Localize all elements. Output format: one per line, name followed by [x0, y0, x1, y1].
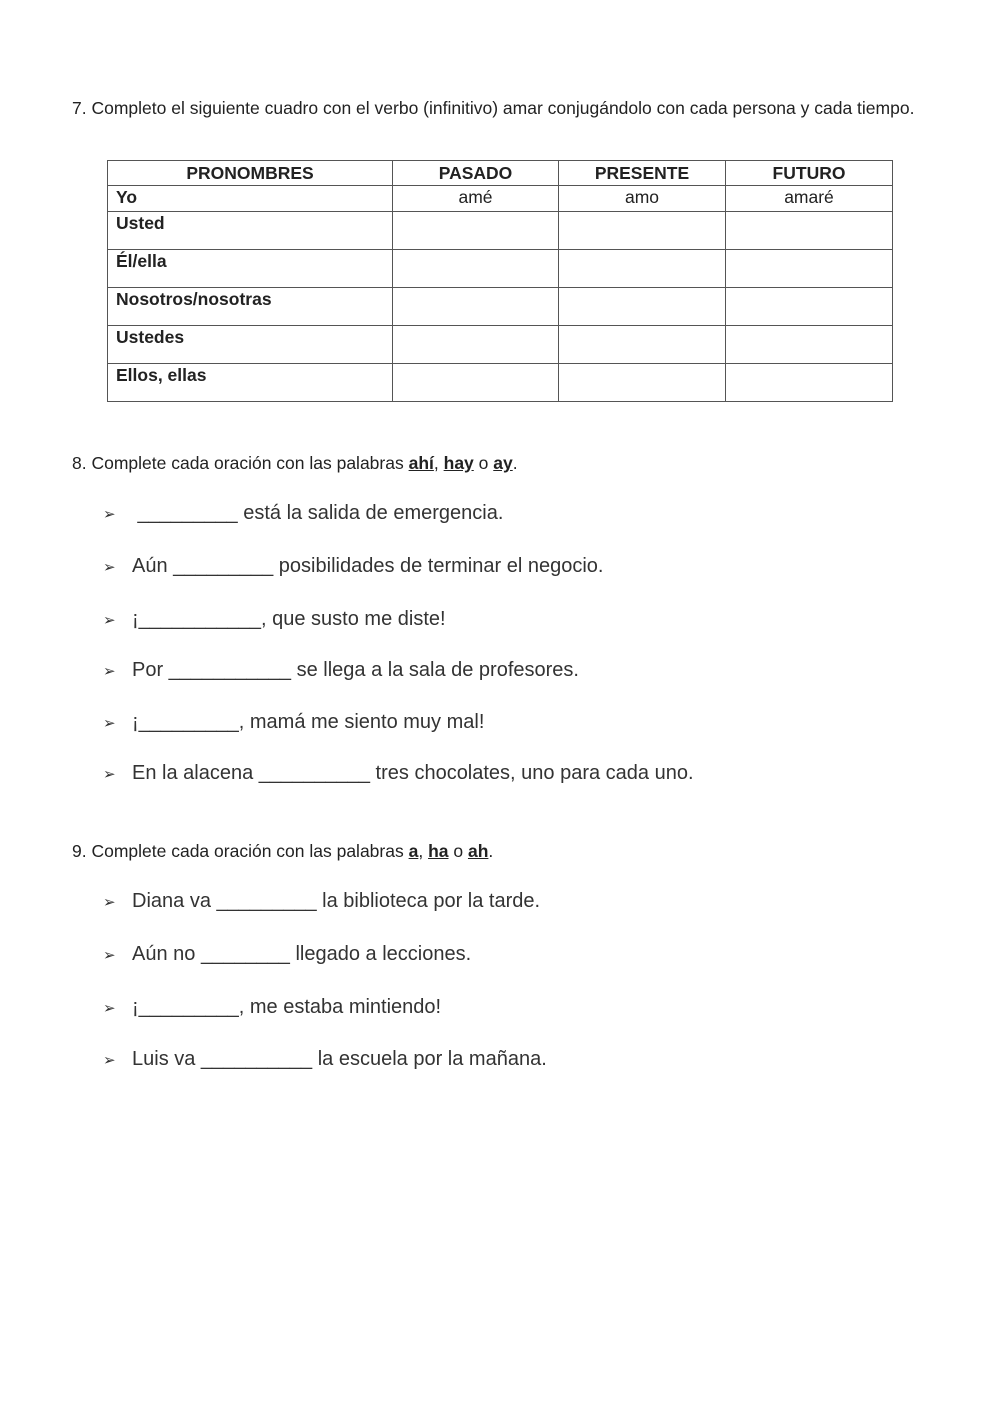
arrow-bullet-icon: ➢: [103, 715, 116, 732]
word-ahi: ahí: [408, 453, 434, 473]
futuro-cell[interactable]: [726, 250, 893, 288]
arrow-bullet-icon: ➢: [103, 612, 116, 629]
table-row: [108, 212, 893, 250]
word-ha: ha: [428, 841, 449, 861]
word-hay: hay: [443, 453, 474, 473]
arrow-bullet-icon: ➢: [103, 894, 116, 911]
question-7-instructions: 7. Completo el siguiente cuadro con el verbo (infinitivo) amar conjugándolo con cada persona y cada tiempo.: [72, 98, 915, 118]
futuro-cell[interactable]: [726, 364, 893, 402]
sentence-text: _________ está la salida de emergencia.: [132, 502, 504, 524]
presente-cell: amo: [559, 186, 726, 212]
table-row: [108, 326, 893, 364]
futuro-cell[interactable]: [726, 288, 893, 326]
word-ay: ay: [493, 453, 513, 473]
arrow-bullet-icon: ➢: [103, 766, 116, 783]
sentence-text: Luis va __________ la escuela por la mañana.: [132, 1048, 547, 1070]
arrow-bullet-icon: ➢: [103, 1052, 116, 1069]
table-row: [108, 186, 893, 212]
arrow-bullet-icon: ➢: [103, 559, 116, 576]
sentence-text: Aún _________ posibilidades de terminar el negocio.: [132, 555, 604, 577]
table-row: [108, 364, 893, 402]
presente-cell[interactable]: [559, 212, 726, 250]
sentence-text: ¡_________, me estaba mintiendo!: [132, 996, 442, 1018]
list-item: [103, 709, 484, 737]
header-futuro: FUTURO: [726, 161, 893, 186]
list-item: [103, 553, 603, 581]
sentence-text: ¡_________, mamá me siento muy mal!: [132, 711, 485, 733]
header-pronombres: PRONOMBRES: [108, 161, 393, 186]
list-item: [103, 941, 471, 969]
sentence-text: ¡___________, que susto me diste!: [132, 608, 446, 630]
list-item: [103, 657, 579, 685]
list-item: [103, 1046, 547, 1074]
list-item: [103, 888, 540, 916]
pronoun-cell: Yo: [108, 186, 393, 212]
header-pasado: PASADO: [393, 161, 559, 186]
pasado-cell[interactable]: [393, 364, 559, 402]
table-header-row: [108, 161, 893, 186]
pasado-cell: amé: [393, 186, 559, 212]
table-row: [108, 288, 893, 326]
header-presente: PRESENTE: [559, 161, 726, 186]
pasado-cell[interactable]: [393, 250, 559, 288]
presente-cell[interactable]: [559, 288, 726, 326]
futuro-cell[interactable]: [726, 212, 893, 250]
sentence-text: Diana va _________ la biblioteca por la tarde.: [132, 890, 541, 912]
conjugation-table: [107, 160, 893, 402]
question-9-instructions: 9. Complete cada oración con las palabras a, ha o ah.: [72, 841, 494, 861]
presente-cell[interactable]: [559, 364, 726, 402]
arrow-bullet-icon: ➢: [103, 1000, 116, 1017]
list-item: [103, 500, 503, 528]
pasado-cell[interactable]: [393, 212, 559, 250]
futuro-cell[interactable]: [726, 326, 893, 364]
sentence-text: En la alacena __________ tres chocolates, uno para cada uno.: [132, 762, 694, 784]
arrow-bullet-icon: ➢: [103, 947, 116, 964]
sentence-text: Aún no ________ llegado a lecciones.: [132, 943, 472, 965]
pronoun-cell: Usted: [108, 212, 393, 250]
arrow-bullet-icon: ➢: [103, 663, 116, 680]
word-ah: ah: [467, 841, 489, 861]
list-item: [103, 606, 446, 634]
pronoun-cell: Nosotros/nosotras: [108, 288, 393, 326]
sentence-text: Por ___________ se llega a la sala de profesores.: [132, 659, 579, 681]
pronoun-cell: Ellos, ellas: [108, 364, 393, 402]
arrow-bullet-icon: ➢: [103, 506, 116, 523]
list-item: [103, 760, 694, 788]
word-a: a: [408, 841, 419, 861]
table-row: [108, 250, 893, 288]
list-item: [103, 994, 441, 1022]
pronoun-cell: Ustedes: [108, 326, 393, 364]
futuro-cell: amaré: [726, 186, 893, 212]
presente-cell[interactable]: [559, 250, 726, 288]
pasado-cell[interactable]: [393, 326, 559, 364]
question-8-instructions: 8. Complete cada oración con las palabras ahí, hay o ay.: [72, 453, 518, 473]
presente-cell[interactable]: [559, 326, 726, 364]
pronoun-cell: Él/ella: [108, 250, 393, 288]
pasado-cell[interactable]: [393, 288, 559, 326]
